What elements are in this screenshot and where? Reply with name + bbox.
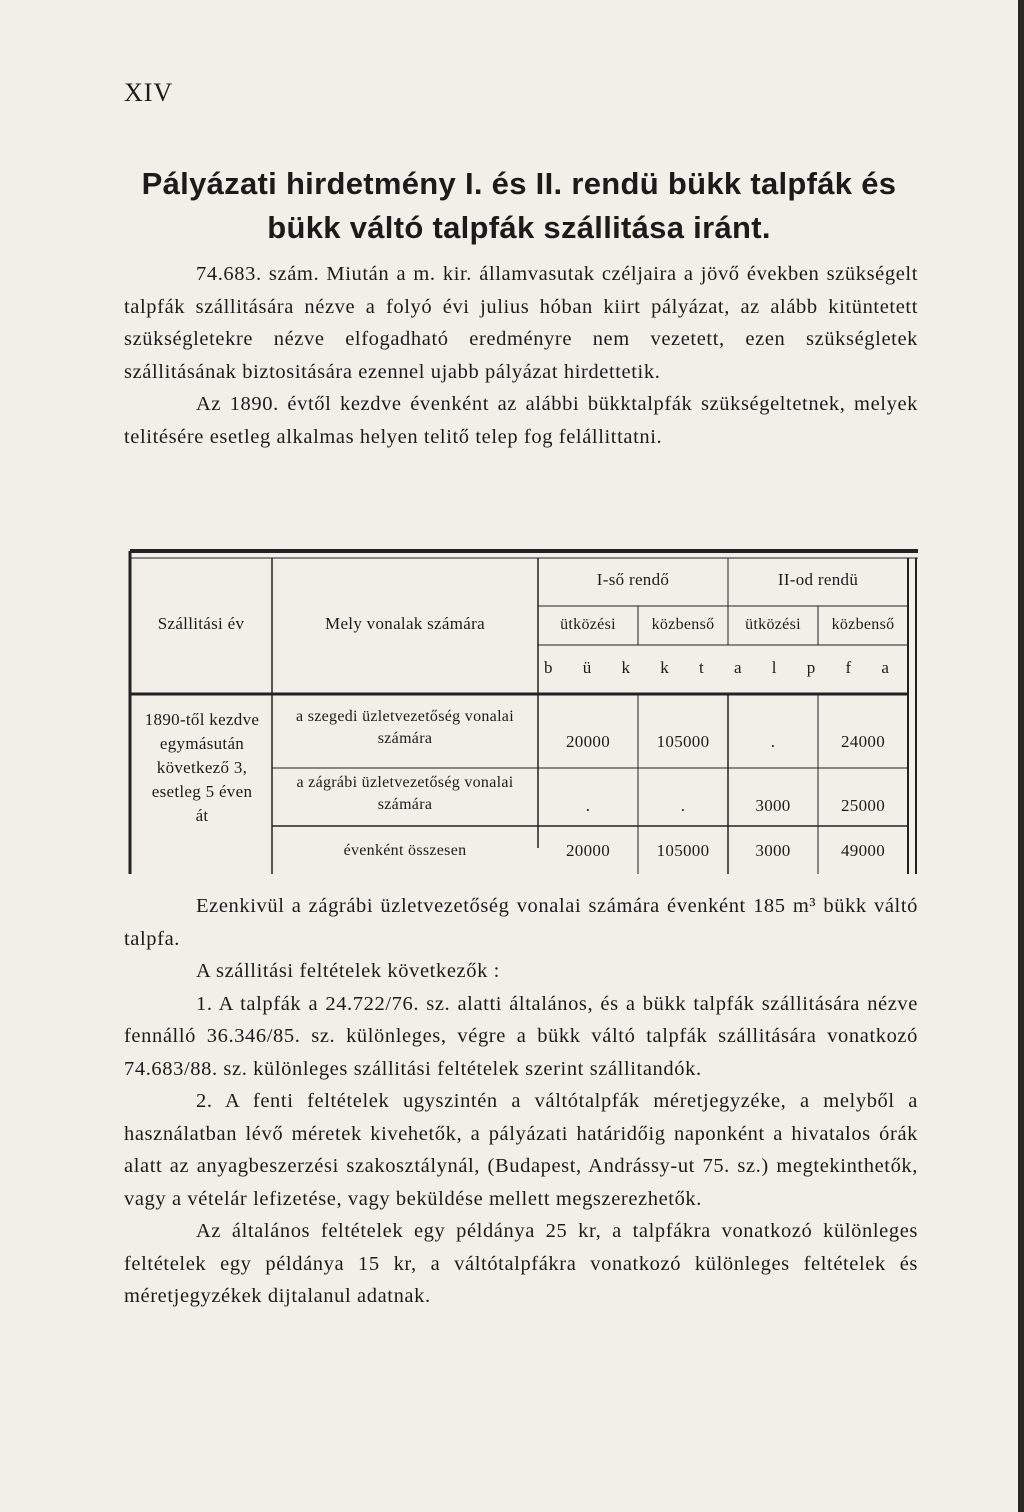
row-2-value-3: 3000 xyxy=(755,796,791,815)
row-2-line: a zágrábi üzletvezetőség vonalai számára xyxy=(296,774,514,813)
header-unit: b ü k k t a l p f a xyxy=(544,658,902,677)
header-sub-1: ütközési xyxy=(560,616,616,633)
row-1-value-4: 24000 xyxy=(841,732,885,751)
header-sub-2: közbenső xyxy=(651,616,715,633)
intro-paragraph-1: 74.683. szám. Miután a m. kir. államvasutak czéljaira a jövő években szükségelt talpfák szállitására nézve a folyó évi julius hóban kiirt pályázat, az alább kitüntetett szükségletekre nézve elfogadható eredményre nem vezetett, ezen szükségletek szállitásának biztositására ezennel ujabb pályázat hirdettetik. xyxy=(124,263,918,383)
page-edge xyxy=(1018,0,1024,1512)
price-paragraph: Az általános feltételek egy példánya 25 kr, a talpfákra vonatkozó különleges feltételek egy példánya 15 kr, a váltótalpfákra vonatkozó különleges feltételek és méretjegyzékek dijtalanul adatnak. xyxy=(124,1220,918,1307)
row-total-value-1: 20000 xyxy=(566,841,610,860)
year-range: 1890-től kezdve egymásután következő 3, esetleg 5 éven át xyxy=(144,710,260,825)
page-number: XIV xyxy=(124,78,174,107)
extra-supply-paragraph: Ezenkivül a zágrábi üzletvezetőség vonalai számára évenként 185 m³ bükk váltó talpfa. xyxy=(124,895,918,950)
intro-paragraph-2: Az 1890. évtől kezdve évenként az alábbi bükktalpfák szükségeltetnek, melyek telitésére esetleg alkalmas helyen telitő telep fog felállittatni. xyxy=(124,393,918,448)
row-2-value-1: . xyxy=(585,796,591,815)
row-total-value-3: 3000 xyxy=(755,841,791,860)
page-title xyxy=(124,162,914,250)
header-first-class: I-ső rendő xyxy=(596,570,670,589)
supply-table xyxy=(128,548,920,878)
header-lines: Mely vonalak számára xyxy=(325,614,485,633)
title-line-1: Pályázati hirdetmény I. és II. rendü bükk talpfák és xyxy=(141,166,897,201)
row-2-value-4: 25000 xyxy=(841,796,885,815)
title-line-2: bükk váltó talpfák szállitása iránt. xyxy=(267,210,771,245)
header-second-class: II-od rendü xyxy=(777,570,859,589)
intro-section xyxy=(124,258,918,453)
row-total-value-2: 105000 xyxy=(656,841,710,860)
condition-item-1: 1. A talpfák a 24.722/76. sz. alatti általános, és a bükk talpfák szállitására nézve fennálló 36.346/85. sz. különleges, végre a bükk váltó talpfák szállitására vonatkozó 74.683/88. sz. különleges szállitási feltételek szerint szállitandók. xyxy=(124,992,918,1080)
row-total-value-4: 49000 xyxy=(841,841,885,860)
header-sub-4: közbenső xyxy=(831,616,895,633)
condition-item-2: 2. A fenti feltételek ugyszintén a váltótalpfák méretjegyzéke, a melyből a használatban lévő méretek kivehetők, a pályázati határidőig naponként a hivatalos órák alatt az anyagbeszerzési szakosztálynál, (Budapest, Andrássy-ut 75. sz.) megtekinthetők, vagy a vételár lefizetése, vagy beküldése mellett megszerezhetők. xyxy=(124,1090,918,1210)
row-1-value-1: 20000 xyxy=(566,732,610,751)
row-1-line: a szegedi üzletvezetőség vonalai számára xyxy=(296,708,514,747)
header-shipping-year: Szállitási év xyxy=(157,614,245,633)
header-sub-3: ütközési xyxy=(745,616,801,633)
row-total-label: évenként összesen xyxy=(343,842,467,859)
conditions-section xyxy=(124,890,918,1313)
row-2-value-2: . xyxy=(680,796,686,815)
row-1-value-3: . xyxy=(770,732,776,751)
row-1-value-2: 105000 xyxy=(656,732,710,751)
conditions-intro: A szállitási feltételek következők : xyxy=(196,960,500,982)
